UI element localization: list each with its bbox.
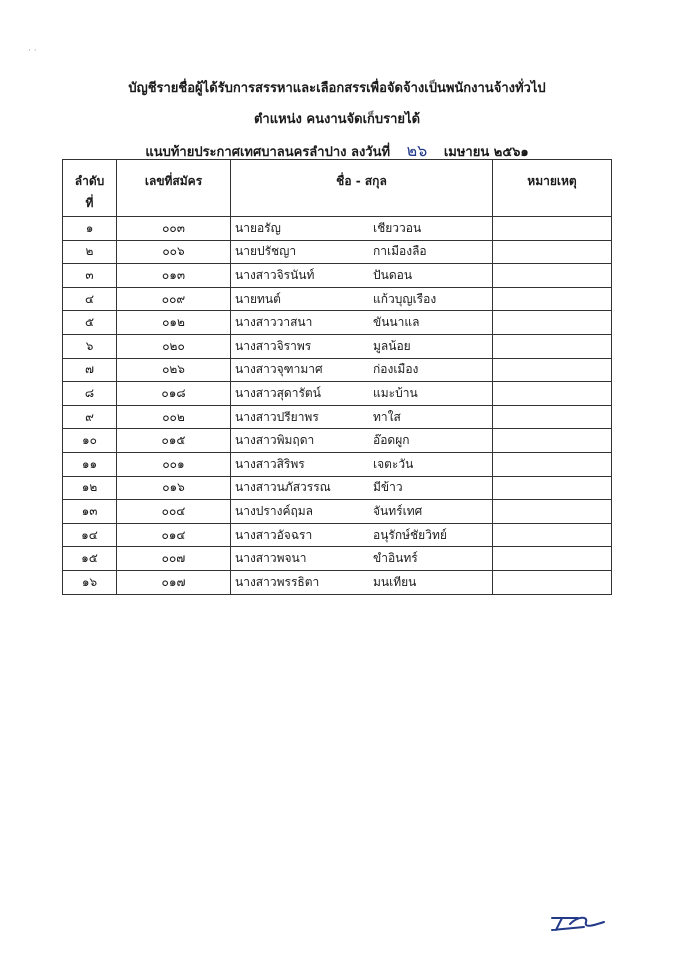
table-row: [63, 240, 612, 264]
first-name: นางสาวจุฑามาศ: [235, 362, 323, 377]
app-no-cell: ๐๐๑: [117, 452, 231, 476]
table-row: [63, 382, 612, 406]
scan-speckles: · ·: [28, 46, 37, 56]
order-cell: ๑๑: [63, 452, 117, 476]
order-cell: ๕: [63, 311, 117, 335]
first-name: นายทนต์: [235, 291, 281, 306]
app-no-cell: ๐๒๐: [117, 334, 231, 358]
name-cell: [231, 523, 493, 547]
date-line-prefix: แนบท้ายประกาศเทศบาลนครลำปาง ลงวันที่: [145, 145, 391, 160]
first-name: นางสาวพจนา: [235, 551, 307, 566]
signature-mark: [548, 912, 608, 934]
app-no-cell: ๐๐๒: [117, 405, 231, 429]
table-row: [63, 311, 612, 335]
first-name: นางปรางค์ฤมล: [235, 503, 314, 518]
table-row: [63, 500, 612, 524]
remark-cell: [493, 405, 612, 429]
order-cell: ๑๒: [63, 476, 117, 500]
name-cell: [231, 358, 493, 382]
col-remark-header: หมายเหตุ: [493, 160, 612, 217]
app-no-cell: ๐๑๔: [117, 523, 231, 547]
table-row: [63, 452, 612, 476]
last-name: อนุรักษ์ชัยวิทย์: [373, 527, 447, 542]
first-name: นางสาวจิราพร: [235, 338, 312, 353]
table-body: [63, 217, 612, 595]
name-cell: [231, 570, 493, 594]
position-title: ตำแหน่ง คนงานจัดเก็บรายได้: [253, 112, 421, 127]
remark-cell: [493, 547, 612, 571]
last-name: ขำอินทร์: [373, 551, 418, 566]
table-row: [63, 287, 612, 311]
first-name: นางสาวปรียาพร: [235, 409, 319, 424]
table-row: [63, 217, 612, 241]
last-name: ขันนาแล: [373, 315, 420, 330]
first-name: นางสาวจิรนันท์: [235, 267, 315, 282]
date-line-suffix: เมษายน ๒๕๖๑: [443, 145, 529, 160]
remark-cell: [493, 264, 612, 288]
name-cell: [231, 311, 493, 335]
app-no-cell: ๐๑๗: [117, 570, 231, 594]
name-cell: [231, 264, 493, 288]
last-name: อ๊อดผูก: [373, 433, 410, 448]
col-name-header: ชื่อ - สกุล: [231, 160, 493, 217]
name-cell: [231, 287, 493, 311]
remark-cell: [493, 217, 612, 241]
last-name: แมะบ้าน: [373, 385, 418, 400]
table-row: [63, 405, 612, 429]
order-cell: ๑๐: [63, 429, 117, 453]
app-no-cell: ๐๑๘: [117, 382, 231, 406]
name-cell: [231, 476, 493, 500]
remark-cell: [493, 452, 612, 476]
app-no-cell: ๐๑๓: [117, 264, 231, 288]
last-name: ปันดอน: [373, 267, 413, 282]
first-name: นางสาวพรรธิตา: [235, 574, 320, 589]
order-cell: ๖: [63, 334, 117, 358]
app-no-cell: ๐๑๕: [117, 429, 231, 453]
first-name: นายปรัชญา: [235, 244, 297, 259]
table-row: [63, 358, 612, 382]
remark-cell: [493, 382, 612, 406]
first-name: นางสาววาสนา: [235, 315, 313, 330]
remark-cell: [493, 311, 612, 335]
last-name: ก่องเมือง: [373, 362, 419, 377]
first-name: นางสาวพิมฤดา: [235, 433, 315, 448]
name-cell: [231, 405, 493, 429]
last-name: เจตะวัน: [373, 456, 414, 471]
order-cell: ๓: [63, 264, 117, 288]
last-name: แก้วบุญเรือง: [373, 291, 437, 306]
last-name: มีข้าว: [373, 480, 403, 495]
remark-cell: [493, 358, 612, 382]
order-cell: ๑๖: [63, 570, 117, 594]
order-cell: ๙: [63, 405, 117, 429]
app-no-cell: ๐๒๖: [117, 358, 231, 382]
order-cell: ๑๓: [63, 500, 117, 524]
name-cell: [231, 547, 493, 571]
app-no-cell: ๐๑๒: [117, 311, 231, 335]
name-cell: [231, 429, 493, 453]
remark-cell: [493, 334, 612, 358]
table-row: [63, 429, 612, 453]
order-cell: ๑๕: [63, 547, 117, 571]
last-name: มนเทียน: [373, 574, 417, 589]
order-cell: ๑๔: [63, 523, 117, 547]
first-name: นางสาวนภัสวรรณ: [235, 480, 331, 495]
app-no-cell: ๐๐๓: [117, 217, 231, 241]
name-cell: [231, 452, 493, 476]
table-row: [63, 334, 612, 358]
remark-cell: [493, 523, 612, 547]
last-name: กาเมืองลือ: [373, 244, 427, 259]
order-cell: ๘: [63, 382, 117, 406]
document-title: บัญชีรายชื่อผู้ได้รับการสรรหาและเลือกสรรเพื่อจัดจ้างเป็นพนักงานจ้างทั่วไป: [128, 81, 546, 96]
name-cell: [231, 240, 493, 264]
col-order-header: ลำดับ ที่: [63, 160, 117, 217]
last-name: ทาใส: [373, 409, 401, 424]
remark-cell: [493, 240, 612, 264]
table-row: [63, 547, 612, 571]
col-app-no-header: เลขที่สมัคร: [117, 160, 231, 217]
name-cell: [231, 334, 493, 358]
order-cell: ๒: [63, 240, 117, 264]
first-name: นางสาวสิริพร: [235, 456, 305, 471]
name-cell: [231, 500, 493, 524]
table-header-row: [63, 160, 612, 217]
app-no-cell: ๐๐๙: [117, 287, 231, 311]
order-cell: ๗: [63, 358, 117, 382]
remark-cell: [493, 570, 612, 594]
table-row: [63, 476, 612, 500]
remark-cell: [493, 476, 612, 500]
first-name: นายอรัญ: [235, 220, 281, 235]
handwritten-day: ๒๖: [406, 141, 428, 160]
app-no-cell: ๐๐๗: [117, 547, 231, 571]
order-cell: ๔: [63, 287, 117, 311]
table-row: [63, 523, 612, 547]
candidate-table: [62, 159, 612, 595]
first-name: นางสาวสุดารัตน์: [235, 385, 321, 400]
name-cell: [231, 382, 493, 406]
table-row: [63, 264, 612, 288]
app-no-cell: ๐๐๖: [117, 240, 231, 264]
remark-cell: [493, 500, 612, 524]
remark-cell: [493, 287, 612, 311]
last-name: เชียววอน: [373, 220, 422, 235]
last-name: มูลน้อย: [373, 338, 411, 353]
table-row: [63, 570, 612, 594]
name-cell: [231, 217, 493, 241]
app-no-cell: ๐๑๖: [117, 476, 231, 500]
order-cell: ๑: [63, 217, 117, 241]
app-no-cell: ๐๐๔: [117, 500, 231, 524]
remark-cell: [493, 429, 612, 453]
first-name: นางสาวอัจฉรา: [235, 527, 313, 542]
last-name: จันทร์เทศ: [373, 503, 423, 518]
